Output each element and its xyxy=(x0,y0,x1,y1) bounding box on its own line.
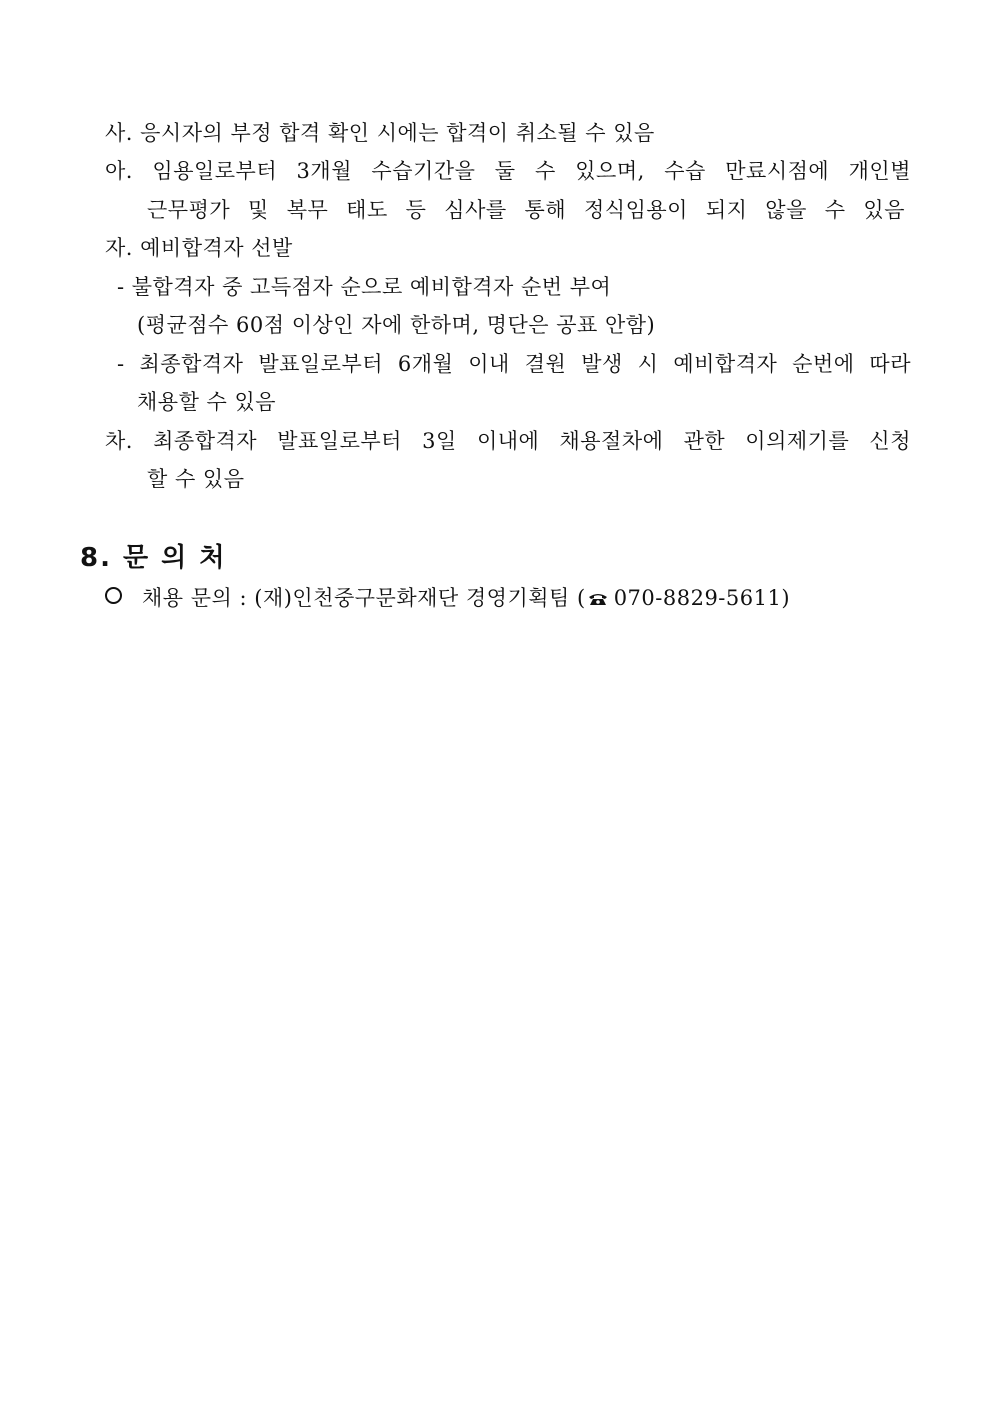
bullet-circle-icon xyxy=(105,587,122,604)
item-a-line2: 근무평가 및 복무 태도 등 심사를 통해 정식임용이 되지 않을 수 있음 xyxy=(147,198,905,222)
item-cha-line2: 할 수 있음 xyxy=(147,467,245,491)
item-sa: 사. 응시자의 부정 합격 확인 시에는 합격이 취소될 수 있음 xyxy=(105,121,655,145)
contact-label: 채용 문의 : (재)인천중구문화재단 경영기획팀 ( xyxy=(142,586,586,610)
section-heading-contact: 8. 문 의 처 xyxy=(80,543,227,573)
contact-phone: 070-8829-5611) xyxy=(613,586,791,610)
item-a-line1: 아. 임용일로부터 3개월 수습기간을 둘 수 있으며, 수습 만료시점에 개인별 xyxy=(105,159,911,183)
item-ja-sub2-cont: 채용할 수 있음 xyxy=(137,390,277,414)
item-ja-sub2: - 최종합격자 발표일로부터 6개월 이내 결원 발생 시 예비합격자 순번에 따라 xyxy=(117,352,911,376)
contact-line xyxy=(105,582,790,612)
item-cha-line1: 차. 최종합격자 발표일로부터 3일 이내에 채용절차에 관한 이의제기를 신청 xyxy=(105,429,911,453)
telephone-icon xyxy=(588,592,608,606)
item-ja-sub1: - 불합격자 중 고득점자 순으로 예비합격자 순번 부여 xyxy=(117,275,612,299)
item-ja-sub1-note: (평균점수 60점 이상인 자에 한하며, 명단은 공표 안함) xyxy=(137,313,656,337)
item-ja: 자. 예비합격자 선발 xyxy=(105,236,293,260)
